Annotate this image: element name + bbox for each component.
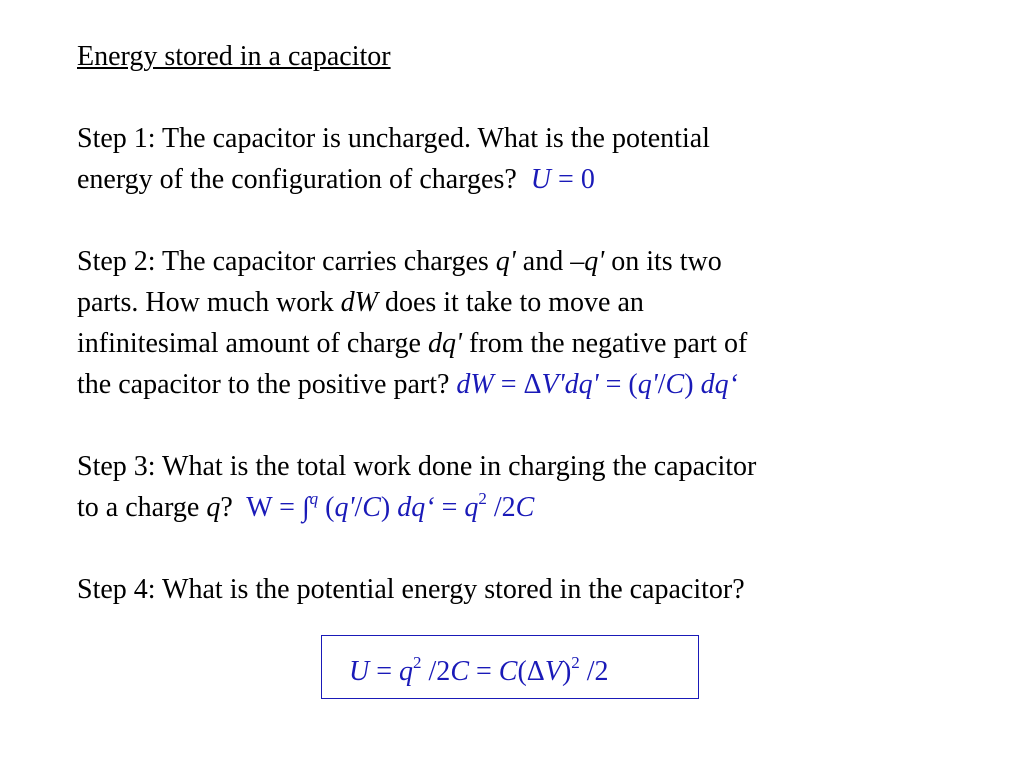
step2-text-f: infinitesimal amount of charge [77, 328, 428, 359]
step1-answer-value: = 0 [551, 164, 595, 195]
symbol-q: q [399, 656, 414, 687]
close-paren: ) [684, 369, 701, 400]
final-formula [349, 652, 609, 689]
symbol-U: U [530, 164, 552, 195]
divide-2: /2 [421, 656, 451, 687]
symbol-q-prime: q' [584, 246, 605, 277]
equals-paren: = ( [598, 369, 638, 400]
symbol-q-prime: q' [495, 246, 516, 277]
step1-line2 [77, 163, 595, 197]
symbol-dW: dW [456, 369, 494, 400]
slash: / [657, 369, 666, 400]
open-paren: ( [318, 492, 335, 523]
step4-line1: Step 4: What is the potential energy stored in the capacitor? [77, 574, 745, 605]
equals: = [369, 656, 400, 687]
step2-line3 [77, 327, 747, 361]
open-paren-delta: (Δ [517, 656, 545, 687]
step2-text-e: does it take to move an [377, 287, 644, 318]
integral-W: W = ∫ [246, 492, 310, 523]
step2-text-d: parts. How much work [77, 287, 341, 318]
symbol-q-prime: q' [637, 369, 658, 400]
exponent: 2 [571, 652, 580, 672]
divide-2: /2 [579, 656, 609, 687]
exponent: 2 [413, 652, 422, 672]
symbol-V-dq: V'dq' [541, 369, 599, 400]
symbol-C: C [498, 656, 518, 687]
symbol-C: C [450, 656, 469, 687]
step2-text-h: the capacitor to the positive part? [77, 369, 457, 400]
symbol-dq-prime: dq‘ [700, 369, 738, 400]
symbol-q: q [206, 492, 221, 523]
step2-text-c: on its two [604, 246, 722, 277]
equals: = [469, 656, 499, 687]
step3-line2 [77, 488, 535, 525]
step2-line1 [77, 245, 722, 279]
step2-text-a: Step 2: The capacitor carries charges [77, 246, 496, 277]
close-paren: ) [380, 492, 398, 523]
page-title: Energy stored in a capacitor [77, 41, 391, 72]
step3-answer [246, 488, 535, 523]
step2-line2 [77, 286, 644, 320]
divide-2: /2 [486, 492, 516, 523]
step3-text-b: ? [220, 492, 247, 523]
symbol-C: C [515, 492, 535, 523]
equals-delta: = Δ [493, 369, 542, 400]
slash: / [354, 492, 363, 523]
step1-line1: Step 1: The capacitor is uncharged. What is the potential [77, 123, 710, 154]
symbol-U: U [349, 656, 370, 687]
step2-line4 [77, 368, 738, 402]
symbol-dW: dW [340, 287, 378, 318]
symbol-C: C [362, 492, 381, 523]
symbol-dq-prime: dq' [427, 328, 462, 359]
symbol-V: V [544, 656, 562, 687]
step2-answer [456, 369, 737, 400]
symbol-q-prime: q' [334, 492, 355, 523]
integral-upper-limit: q [309, 488, 319, 508]
equals: = [434, 492, 465, 523]
symbol-dq-prime: dq‘ [397, 492, 435, 523]
step1-question: energy of the configuration of charges? [77, 164, 517, 195]
step1-answer [531, 164, 595, 195]
step2-text-b: and – [515, 246, 585, 277]
step3-line1: Step 3: What is the total work done in charging the capacitor [77, 451, 757, 482]
symbol-C: C [665, 369, 685, 400]
step3-text-a: to a charge [77, 492, 207, 523]
exponent: 2 [478, 488, 487, 508]
step2-text-g: from the negative part of [461, 328, 748, 359]
close-paren: ) [561, 656, 572, 687]
symbol-q: q [464, 492, 479, 523]
